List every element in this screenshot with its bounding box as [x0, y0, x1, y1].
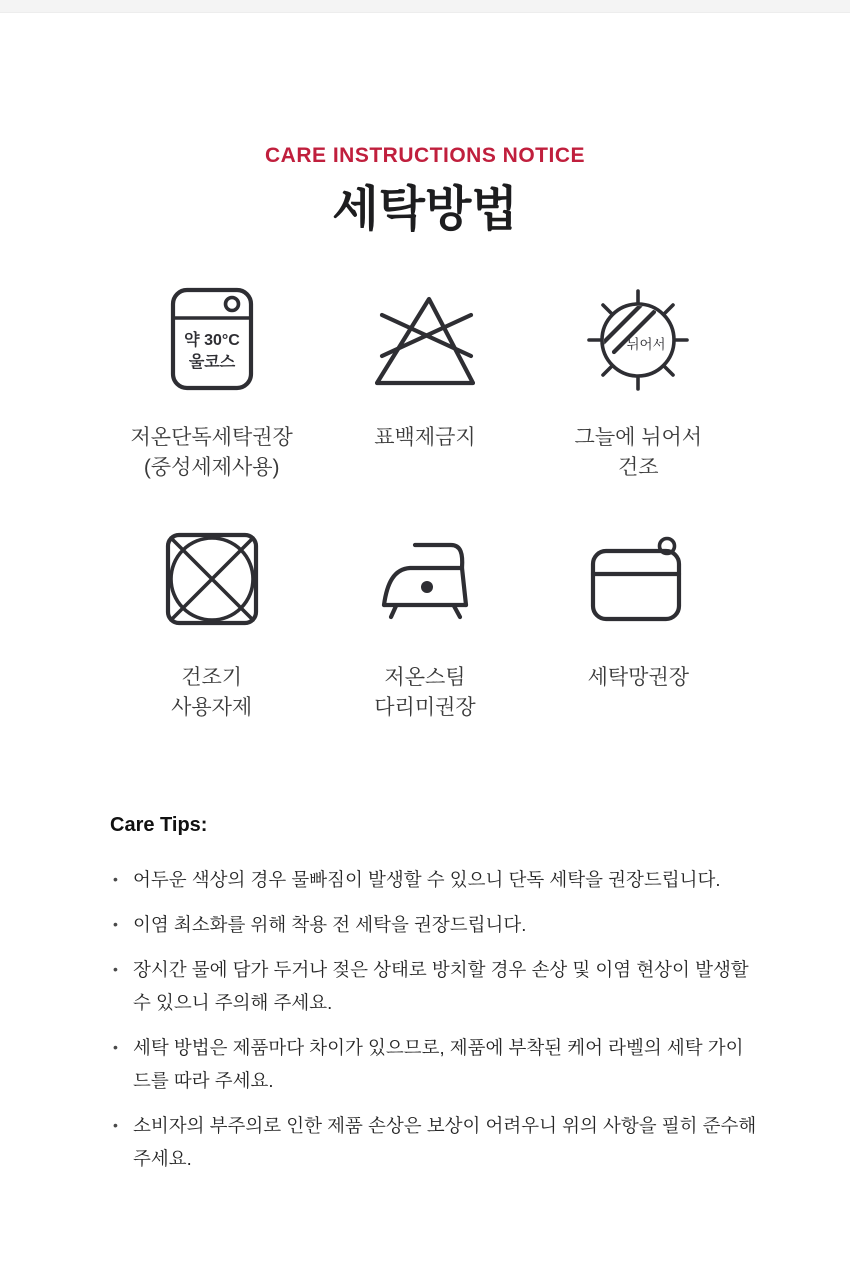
dry-in-shade-icon: [586, 285, 690, 393]
machine-temp-text: 약 30°C: [183, 332, 240, 349]
low-steam-iron-icon: [370, 525, 480, 633]
care-tip-item: • 이염 최소화를 위해 착용 전 세탁을 권장드립니다.: [110, 908, 760, 941]
care-symbols-grid: [105, 285, 745, 723]
top-divider-band: [0, 0, 850, 13]
care-tips-list: [110, 863, 760, 1175]
laundry-net-icon: [585, 525, 691, 633]
care-symbol-cell-dryer: [105, 525, 318, 723]
shade-icon-text: 뉘어서: [626, 337, 666, 352]
care-symbol-label: 저온스팀 다리미권장: [374, 666, 476, 719]
care-symbol-cell-wash: [105, 285, 318, 483]
care-symbol-label: 저온단독세탁권장 (중성세제사용): [130, 426, 293, 479]
care-symbol-cell-iron: [318, 525, 531, 723]
care-symbol-cell-shade-dry: [532, 285, 745, 483]
care-symbol-label: 표백제금지: [374, 426, 476, 449]
care-tips-section: [110, 813, 760, 1175]
no-bleach-icon: [375, 285, 475, 393]
machine-course-text: 울코스: [188, 354, 235, 371]
care-instructions-notice: [0, 13, 850, 1175]
care-symbol-label: 그늘에 뉘어서 건조: [574, 426, 703, 479]
care-symbol-cell-net: [532, 525, 745, 723]
care-tip-item: • 어두운 색상의 경우 물빠짐이 발생할 수 있으니 단독 세탁을 권장드립니다.: [110, 863, 760, 896]
care-symbol-label: 세탁망권장: [587, 666, 690, 689]
care-symbol-label: 건조기 사용자제: [171, 666, 253, 719]
care-tip-item: • 세탁 방법은 제품마다 차이가 있으므로, 제품에 부착된 케어 라벨의 세탁 가이드를 따라 주세요.: [110, 1031, 760, 1097]
page-title: 세탁방법: [332, 183, 518, 236]
care-symbol-cell-bleach: [318, 285, 531, 483]
care-tips-heading: Care Tips:: [110, 814, 208, 836]
washing-machine-30c-icon: [170, 285, 254, 393]
no-tumble-dry-icon: [162, 525, 262, 633]
care-tip-item: • 소비자의 부주의로 인한 제품 손상은 보상이 어려우니 위의 사항을 필히 준수해 주세요.: [110, 1109, 760, 1175]
notice-eyebrow: CARE INSTRUCTIONS NOTICE: [264, 144, 585, 167]
care-tip-item: • 장시간 물에 담가 두거나 젖은 상태로 방치할 경우 손상 및 이염 현상이 발생할 수 있으니 주의해 주세요.: [110, 953, 760, 1019]
